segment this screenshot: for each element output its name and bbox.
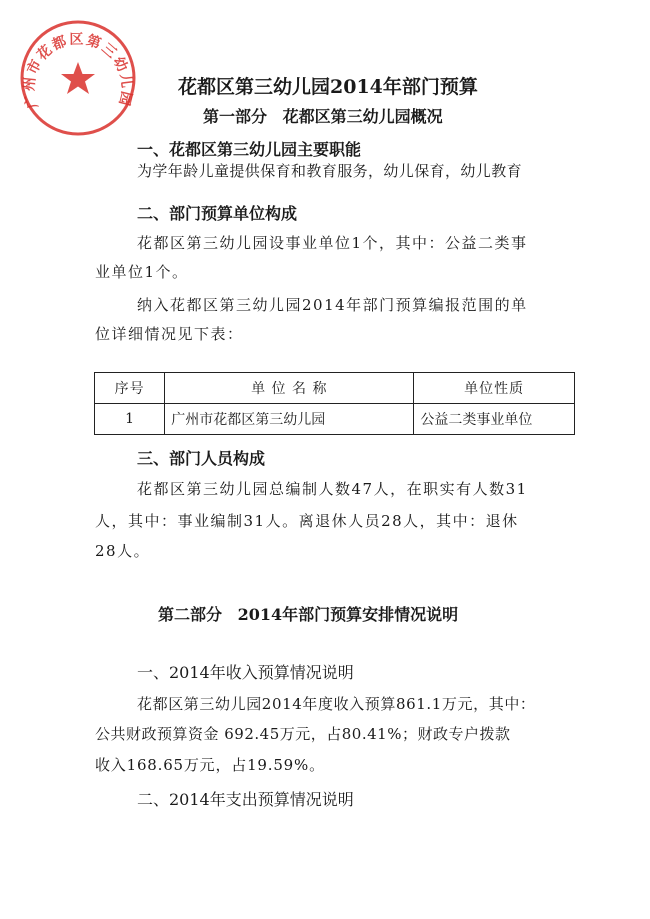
seal-star-icon — [61, 62, 95, 94]
table-cell-name: 广州市花都区第三幼儿园 — [165, 404, 414, 435]
table-header-row — [95, 373, 575, 404]
section3-line2: 人，其中：事业编制31人。离退休人员28人，其中：退休 — [95, 512, 519, 530]
table-header-name: 单 位 名 称 — [165, 373, 414, 404]
part2-section1-heading: 一、2014年收入预算情况说明 — [137, 663, 354, 682]
table-row — [95, 404, 575, 435]
table-cell-no: 1 — [95, 404, 165, 435]
section2-para2-line1: 纳入花都区第三幼儿园2014年部门预算编报范围的单 — [137, 296, 528, 314]
official-seal-stamp — [18, 18, 138, 138]
section3-heading: 三、部门人员构成 — [137, 449, 266, 468]
unit-table — [94, 372, 575, 435]
table-cell-type: 公益二类事业单位 — [414, 404, 575, 435]
table-header-no: 序号 — [95, 373, 165, 404]
part1-heading: 第一部分 花都区第三幼儿园概况 — [203, 107, 443, 126]
section3-line1: 花都区第三幼儿园总编制人数47人，在职实有人数31 — [137, 480, 528, 498]
section1-heading: 一、花都区第三幼儿园主要职能 — [137, 140, 362, 159]
part2-section2-heading: 二、2014年支出预算情况说明 — [137, 790, 354, 809]
document-title: 花都区第三幼儿园2014年部门预算 — [178, 76, 478, 98]
part2-section1-line3: 收入168.65万元，占19.59%。 — [95, 756, 325, 774]
seal-arc-text: 广州市花都区第三幼儿园 — [21, 31, 135, 111]
section2-heading: 二、部门预算单位构成 — [137, 204, 298, 223]
section2-para1-line2: 业单位1个。 — [95, 263, 189, 281]
part2-heading: 第二部分 2014年部门预算安排情况说明 — [158, 605, 459, 624]
part2-section1-line2: 公共财政预算资金 692.45万元，占80.41%；财政专户拨款 — [95, 725, 511, 743]
part2-section1-line1: 花都区第三幼儿园2014年度收入预算861.1万元，其中： — [137, 695, 536, 713]
section1-body: 为学年龄儿童提供保育和教育服务，幼儿保育，幼儿教育 — [137, 162, 523, 180]
table-header-type: 单位性质 — [414, 373, 575, 404]
section2-para2-line2: 位详细情况见下表： — [95, 325, 244, 343]
section2-para1-line1: 花都区第三幼儿园设事业单位1个，其中：公益二类事 — [137, 234, 528, 252]
section3-line3: 28人。 — [95, 542, 151, 560]
